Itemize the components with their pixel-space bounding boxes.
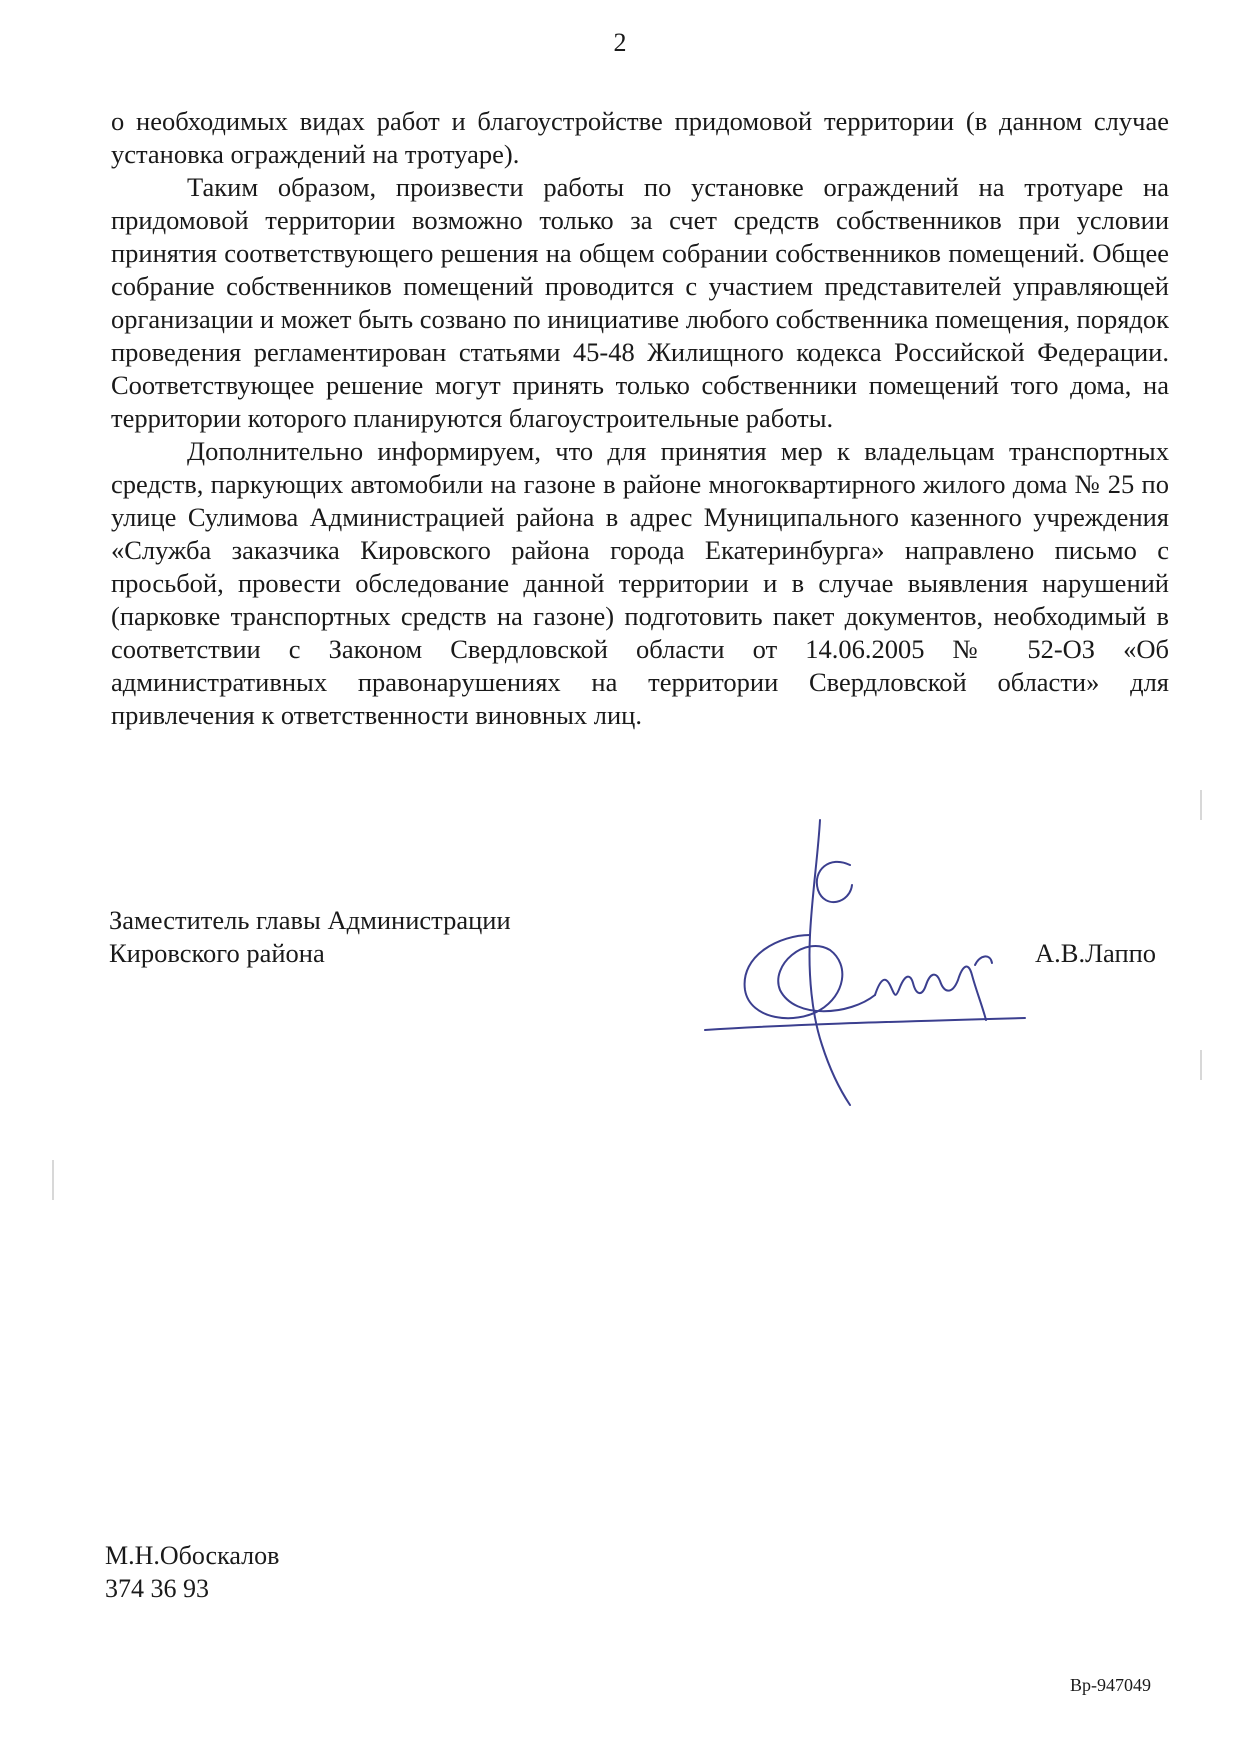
paragraph-3: Дополнительно информируем, что для принятия мер к владельцам транспортных средств, паркующих автомобили на газоне в районе многоквартирного жилого дома № 25 по улице Сулимова Администрацией района в адрес Муниципального казенного учреждения «Служба заказчика Кировского района города Екатеринбурга» направлено письмо с просьбой, провести обследование данной территории и в случае выявления нарушений (парковке транспортных средств на газоне) подготовить пакет документов, необходимый в соответствии с Законом Свердловской области от 14.06.2005 № 52-ОЗ «Об административных правонарушениях на территории Свердловской области» для привлечения к ответственности виновных лиц. [111,436,1169,730]
signatory-position [109,904,511,970]
paragraph-1: о необходимых видах работ и благоустройстве придомовой территории (в данном случае установка ограждений на тротуаре). [111,106,1169,169]
handwritten-signature [700,815,1030,1125]
executor-phone: 374 36 93 [105,1574,209,1603]
position-line-1: Заместитель главы Администрации [109,905,511,935]
scan-artifact [52,1160,54,1200]
scan-artifact [1200,1050,1202,1080]
paragraph-2: Таким образом, произвести работы по установке ограждений на тротуаре на придомовой территории возможно только за счет средств собственников при условии принятия соответствующего решения на общем собрании собственников помещений. Общее собрание собственников помещений проводится с участием представителей управляющей организации и может быть созвано по инициативе любого собственника помещения, порядок проведения регламентирован статьями 45-48 Жилищного кодекса Российской Федерации. Соответствующее решение могут принять только собственники помещений того дома, на территории которого планируются благоустроительные работы. [111,172,1169,433]
letter-body [111,105,1169,732]
signatory-name: А.В.Лаппо [1035,938,1157,968]
scan-artifact [1200,790,1202,820]
executor-name: М.Н.Обоскалов [105,1541,280,1570]
page-number: 2 [613,28,627,57]
executor-block [105,1539,279,1605]
registration-number: Вр-947049 [1070,1675,1151,1695]
position-line-2: Кировского района [109,938,325,968]
